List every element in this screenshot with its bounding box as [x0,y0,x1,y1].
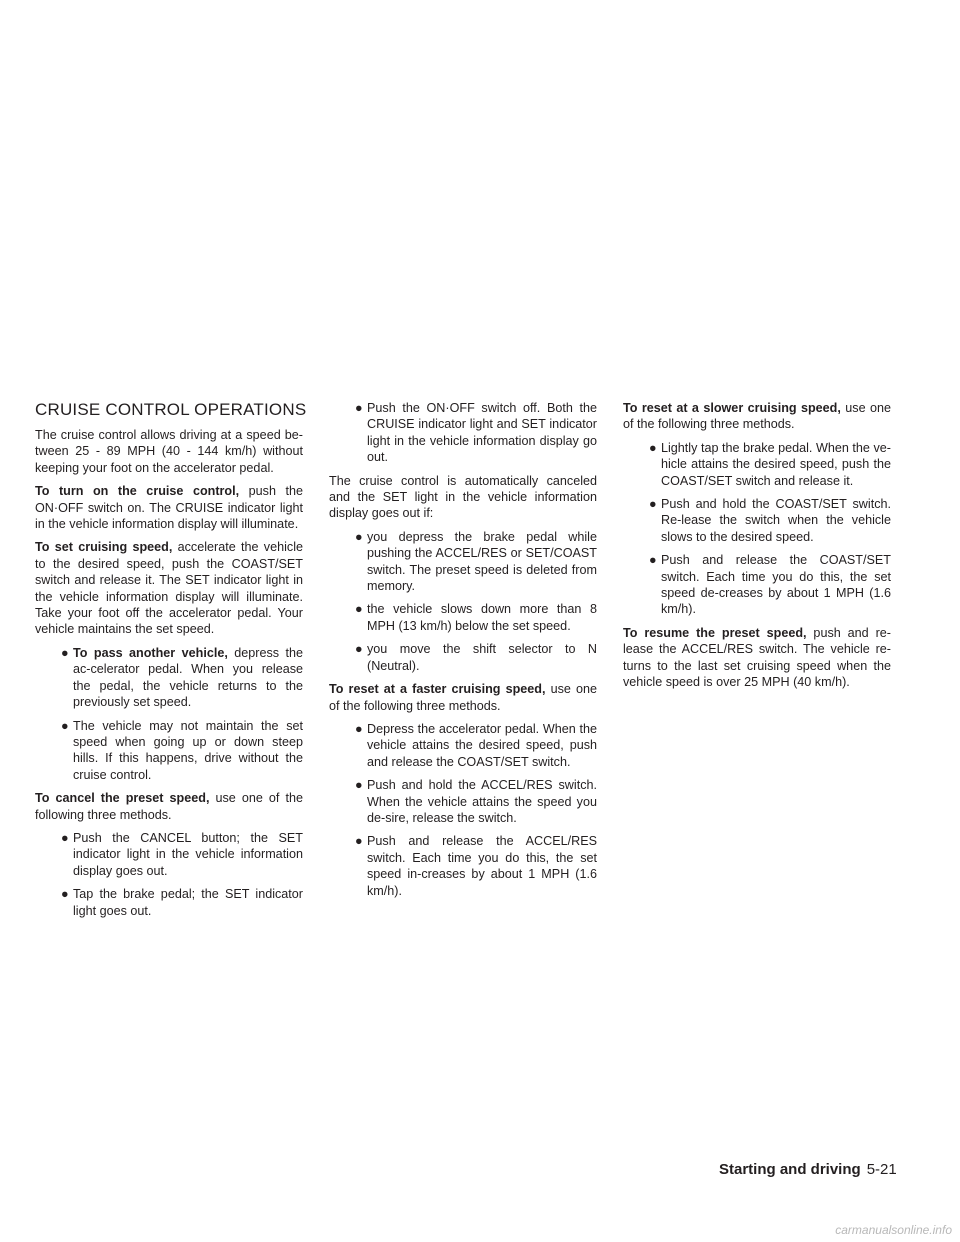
column-2 [329,400,597,906]
cancel-bullets-continued [329,400,597,466]
section-heading: CRUISE CONTROL OPERATIONS [35,400,307,419]
list-item: ● Push and hold the ACCEL/RES switch. When the vehicle attains the speed you de-sire, release the switch. [355,778,597,825]
list-item: ● you depress the brake pedal while pushing the ACCEL/RES or SET/COAST switch. The preset speed is deleted from memory. [355,529,597,594]
list-item: ● To pass another vehicle, depress the ac-celerator pedal. When you release the pedal, the vehicle returns to the previously set speed. [61,645,303,710]
turn-on-paragraph: To turn on the cruise control, push the ON·OFF switch on. The CRUISE indicator light in the vehicle information display will illuminate. [35,484,303,532]
faster-speed-bullets [329,721,597,899]
list-item: ● the vehicle slows down more than 8 MPH (13 km/h) below the set speed. [355,602,597,633]
auto-cancel-bullets [329,529,597,674]
footer-section-title: Starting and driving [719,1161,861,1178]
intro-paragraph: The cruise control allows driving at a speed be-tween 25 - 89 MPH (40 - 144 km/h) without keeping your foot on the accelerator pedal. [35,428,303,475]
set-speed-paragraph: To set cruising speed, accelerate the vehicle to the desired speed, push the COAST/SET switch and release it. The SET indicator light in the vehicle information display will illuminate. Take your foot off the accelerator pedal. Your vehicle maintains the set speed. [35,540,303,637]
list-item: ● Push the ON·OFF switch off. Both the CRUISE indicator light and SET indicator light in the vehicle information display go out. [355,401,597,465]
list-item: ● Tap the brake pedal; the SET indicator light goes out. [61,887,303,918]
resume-paragraph: To resume the preset speed, push and re-lease the ACCEL/RES switch. The vehicle re-turns to the last set cruising speed when the vehicle speed is over 25 MPH (40 km/h). [623,625,891,690]
list-item: ● Push and release the COAST/SET switch. Each time you do this, the set speed de-creases by about 1 MPH (1.6 km/h). [649,553,891,617]
list-item: ● Push the CANCEL button; the SET indicator light in the vehicle information display goes out. [61,830,303,878]
faster-speed-paragraph: To reset at a faster cruising speed, use one of the following three methods. [329,682,597,713]
list-item: ● Depress the accelerator pedal. When the vehicle attains the desired speed, push and release the COAST/SET switch. [355,721,597,769]
column-3 [623,400,891,698]
column-1 [35,400,307,926]
page-number: 5-21 [866,1161,897,1178]
list-item: ● you move the shift selector to N (Neutral). [355,642,597,673]
page-footer [719,1161,897,1179]
list-item: ● Lightly tap the brake pedal. When the ve-hicle attains the desired speed, push the COAST/SET switch and release it. [649,440,891,488]
slower-speed-paragraph: To reset at a slower cruising speed, use one of the following three methods. [623,401,891,432]
cancel-bullets [35,830,303,919]
watermark: carmanualsonline.info [835,1223,952,1237]
cancel-paragraph: To cancel the preset speed, use one of the following three methods. [35,791,303,822]
list-item: ● Push and release the ACCEL/RES switch. Each time you do this, the set speed in-creases by about 1 MPH (1.6 km/h). [355,834,597,898]
list-item: ● The vehicle may not maintain the set speed when going up or down steep hills. If this happens, drive without the cruise control. [61,718,303,782]
list-item: ● Push and hold the COAST/SET switch. Re-lease the switch when the vehicle slows to the desired speed. [649,497,891,544]
set-speed-bullets [35,645,303,783]
auto-cancel-paragraph: The cruise control is automatically canceled and the SET light in the vehicle information display goes out if: [329,473,597,521]
slower-speed-bullets [623,440,891,618]
